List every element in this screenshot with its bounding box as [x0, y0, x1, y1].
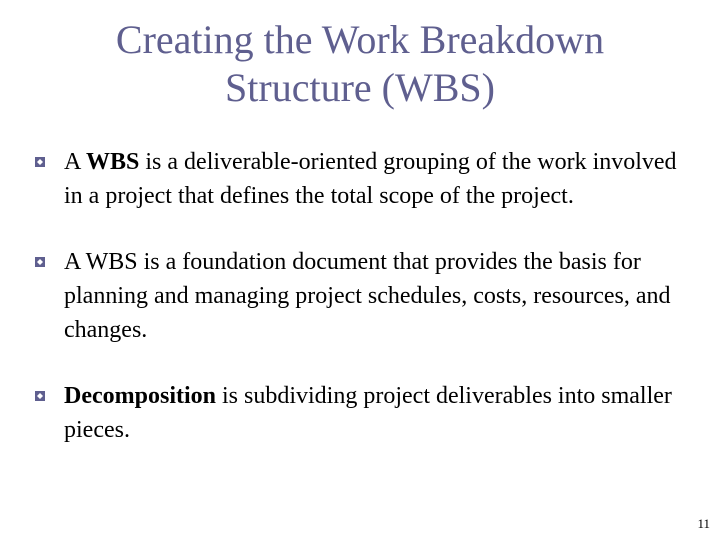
square-bullet-icon [35, 157, 45, 167]
bullet-text-rest: is a deliverable-oriented grouping of the work involved in a project that defines the total scope of the project. [64, 149, 677, 209]
bullet-text-lead: A WBS is a foundation document that provides the basis for planning and managing project schedules, costs, resources, and changes. [64, 249, 671, 343]
bullet-item-wbs-definition [32, 145, 692, 213]
bullet-item-wbs-foundation [32, 245, 692, 347]
square-bullet-icon [35, 391, 45, 401]
slide-title-line-1: Creating the Work Breakdown [115, 17, 605, 62]
bullet-list [32, 145, 692, 479]
slide-title [40, 16, 680, 112]
bullet-text-lead: A [64, 149, 87, 175]
bullet-text-bold: Decomposition [64, 383, 216, 409]
bullet-text-bold: WBS [86, 149, 140, 175]
bullet-text-rest: is subdividing project deliverables into smaller pieces. [64, 383, 672, 443]
bullet-item-decomposition [32, 379, 692, 447]
slide-title-line-2: Structure (WBS) [225, 65, 495, 110]
square-bullet-icon [35, 257, 45, 267]
page-number: 11 [697, 516, 710, 531]
